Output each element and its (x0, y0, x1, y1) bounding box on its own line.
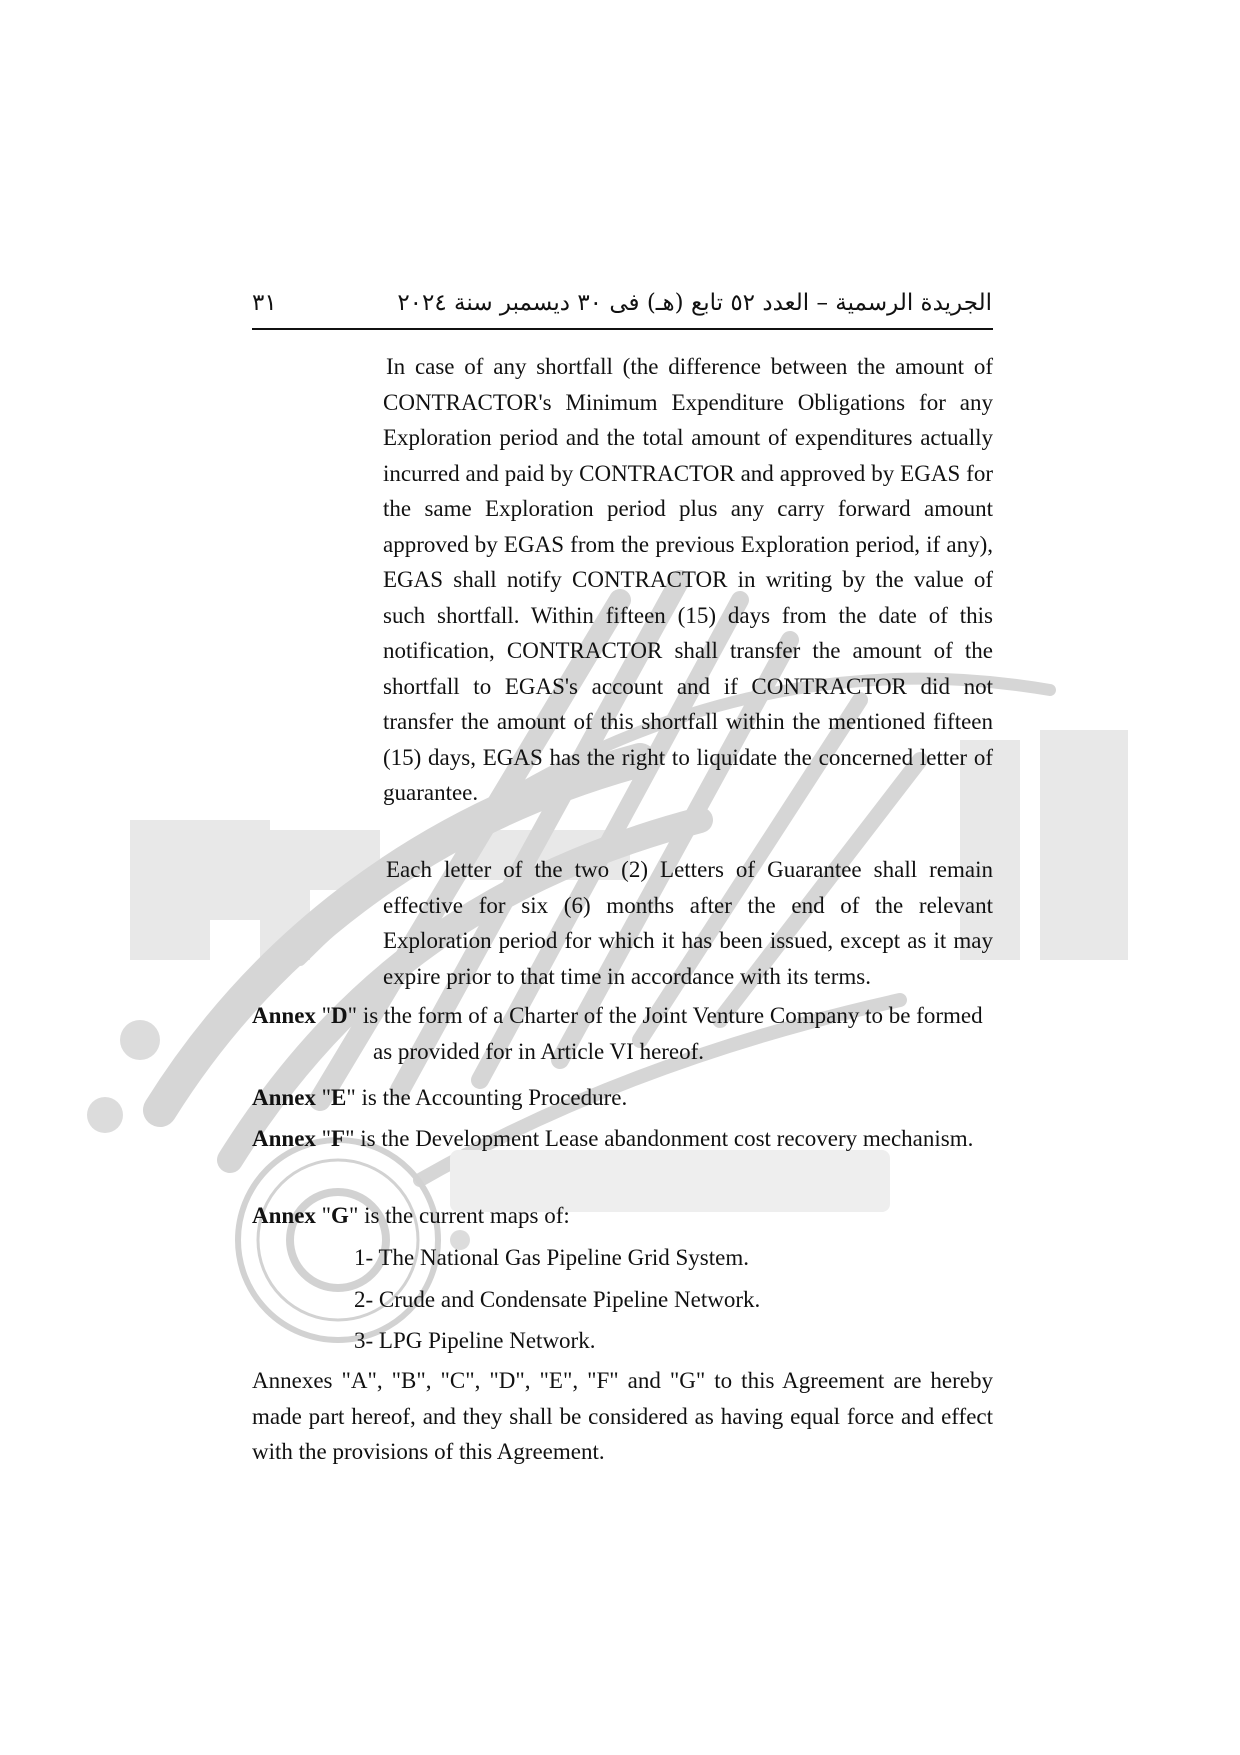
close-quote: " (345, 1126, 355, 1151)
annex-word: Annex (252, 1003, 316, 1028)
shortfall-paragraph: In case of any shortfall (the difference between the amount of CONTRACTOR's Minimum Expenditure Obligations for any Exploration period and the total amount of expenditures actually incurred and paid by CONTRACTOR and approved by EGAS for the same Exploration period plus any carry forward amount approved by EGAS from the previous Exploration period, if any), EGAS shall notify CONTRACTOR in writing by the value of such shortfall. Within fifteen (15) days from the date of this notification, CONTRACTOR shall transfer the amount of the shortfall to EGAS's account and if CONTRACTOR did not transfer the amount of this shortfall within the mentioned fifteen (15) days, EGAS has the right to liquidate the concerned letter of guarantee. (383, 354, 993, 805)
close-quote: " (347, 1003, 358, 1028)
close-quote: " (346, 1085, 356, 1110)
open-quote: " (321, 1085, 332, 1110)
annex-letter: F (331, 1126, 346, 1151)
annex-description: is the current maps of: (358, 1203, 570, 1228)
annex-letter: G (331, 1203, 349, 1228)
list-item: 2- Crude and Condensate Pipeline Network. (354, 1286, 761, 1312)
annex-f-entry (252, 1121, 993, 1157)
annex-description: is the Development Lease abandonment cost recovery mechanism. (354, 1126, 974, 1151)
open-quote: " (321, 1126, 332, 1151)
open-quote: " (321, 1203, 332, 1228)
pipeline-maps-list (354, 1237, 760, 1362)
annex-g-entry (252, 1198, 993, 1234)
close-quote: " (348, 1203, 359, 1228)
annex-letter: E (331, 1085, 347, 1110)
gazette-header-title: الجريدة الرسمية – العدد ٥٢ تابع (هـ) فى ٣٠ ديسمبر سنة ٢٠٢٤ (397, 290, 992, 316)
annex-description: is the Accounting Procedure. (355, 1085, 628, 1110)
annex-e-entry (252, 1080, 993, 1116)
annex-d-entry (252, 998, 993, 1069)
annex-description: is the form of a Charter of the Joint Venture Company to be formed as provided for in Article VI hereof. (357, 1003, 983, 1064)
open-quote: " (321, 1003, 332, 1028)
annex-word: Annex (252, 1126, 316, 1151)
letters-of-guarantee-paragraph: Each letter of the two (2) Letters of Guarantee shall remain effective for six (6) months after the end of the relevant Exploration period for which it has been issued, except as it may expire prior to that time in accordance with its terms. (383, 857, 993, 989)
annexes-closing-paragraph: Annexes "A", "B", "C", "D", "E", "F" and "G" to this Agreement are hereby made part hereof, and they shall be considered as having equal force and effect with the provisions of this Agreement. (252, 1368, 993, 1464)
annex-word: Annex (252, 1085, 316, 1110)
list-item: 1- The National Gas Pipeline Grid System. (354, 1245, 749, 1270)
list-item: 3- LPG Pipeline Network. (354, 1328, 596, 1353)
annex-letter: D (331, 1003, 348, 1028)
header-rule (252, 328, 993, 330)
page-number: ٣١ (252, 290, 277, 316)
page-header (252, 283, 992, 323)
annex-word: Annex (252, 1203, 316, 1228)
